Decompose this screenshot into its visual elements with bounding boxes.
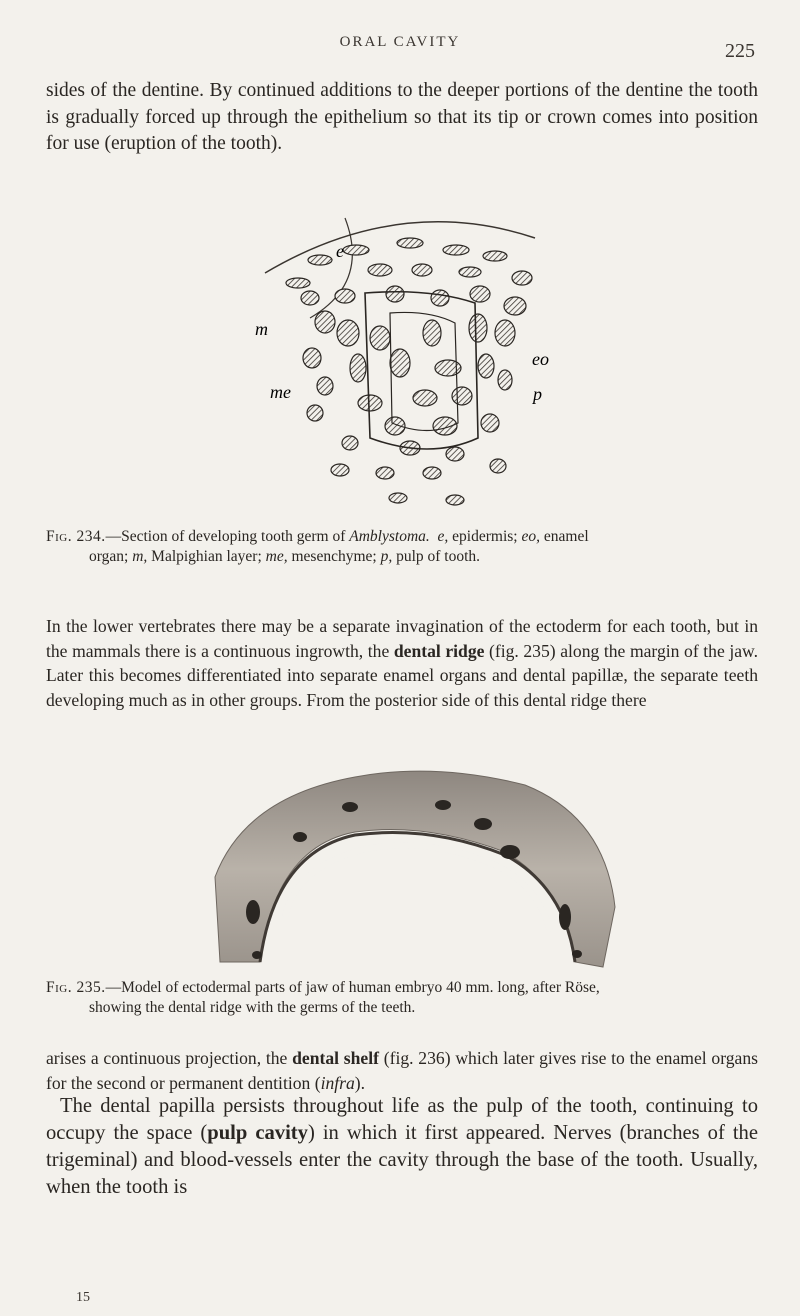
figure-235-number: Fig. 235. (46, 979, 106, 996)
figure-234-illustration (250, 198, 550, 518)
label-m: m (255, 319, 268, 339)
paragraph-4: The dental papilla persists throughout life as the pulp of the tooth, continuing to occupy the space (pulp cavity) in which it first appeared. Nerves (branches of the trigeminal) and blood-vessels enter the cavity through the base of the tooth. Usually, when the tooth is (46, 1095, 758, 1198)
label-eo: eo (532, 349, 549, 369)
paragraph-3: arises a continuous projection, the dental shelf (fig. 236) which later gives rise to the enamel organs for the second or permanent dentition (infra). (46, 1048, 758, 1093)
figure-235-caption: Fig. 235.—Model of ectodermal parts of jaw of human embryo 40 mm. long, after Röse, showing the dental ridge with the germs of the teeth. (46, 979, 600, 1016)
page-number: 225 (725, 40, 755, 62)
paragraph-1: sides of the dentine. By continued additions to the deeper portions of the dentine the tooth is gradually forced up through the epithelium so that its tip or crown comes into position for use (eruption of the tooth). (46, 80, 758, 154)
label-p: p (533, 384, 542, 404)
paragraph-2: In the lower vertebrates there may be a separate invagination of the ectoderm for each tooth, but in the mammals there is a continuous ingrowth, the dental ridge (fig. 235) along the margin of the jaw. Later this becomes differentiated into separate enamel organs and dental papillæ, the separate teeth developing much as in other groups. From the posterior side of this dental ridge there (46, 616, 758, 710)
signature-mark: 15 (76, 1290, 90, 1305)
figure-234-caption: Fig. 234.—Section of developing tooth germ of Amblystoma. e, epidermis; eo, enamel organ; m, Malpighian layer; me, mesenchyme; p, pulp of tooth. (46, 528, 589, 565)
running-head: ORAL CAVITY (339, 34, 461, 50)
figure-234-number: Fig. 234. (46, 528, 106, 545)
label-me: me (270, 382, 291, 402)
label-e: e (336, 241, 344, 261)
figure-235-illustration (205, 757, 625, 969)
